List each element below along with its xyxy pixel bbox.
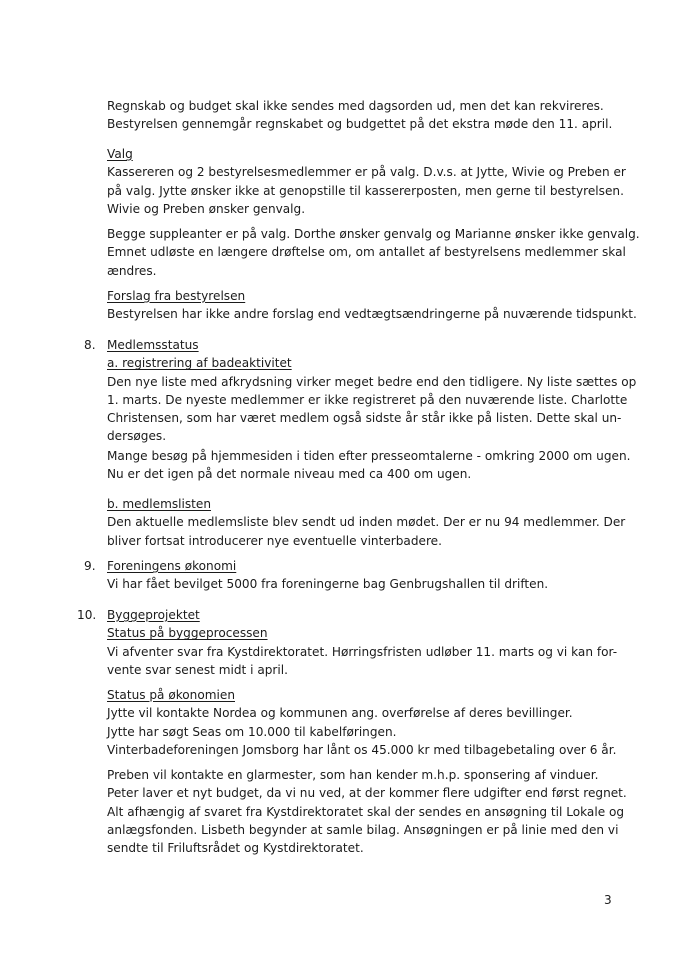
valg-paragraph-2 xyxy=(107,225,640,280)
text-line: Jytte har søgt Seas om 10.000 til kabelføringen. xyxy=(107,724,397,739)
text-line: på valg. Jytte ønsker ikke at genopstille til kassererposten, men gerne til bestyrelsen. xyxy=(107,183,624,198)
section-8 xyxy=(107,336,637,446)
section-8-subheading-b: b. medlemslisten xyxy=(107,497,212,511)
section-8-paragraph-2 xyxy=(107,447,631,484)
text-line: dersøges. xyxy=(107,429,167,444)
text-line: Regnskab og budget skal ikke sendes med dagsorden ud, men det kan rekvireres. xyxy=(107,99,604,113)
text-line: Kassereren og 2 bestyrelsesmedlemmer er på valg. D.v.s. at Jytte, Wivie og Preben er xyxy=(107,165,626,180)
section-9-title: Foreningens økonomi xyxy=(107,559,237,573)
section-10-subheading-byggeprocessen: Status på byggeprocessen xyxy=(107,626,268,641)
section-10-okonomi xyxy=(107,686,627,759)
forslag-section xyxy=(107,287,637,324)
text-line: Vinterbadeforeningen Jomsborg har lånt os 45.000 kr med tilbagebetaling over 6 år. xyxy=(107,742,617,757)
section-10-paragraph-3 xyxy=(107,766,627,857)
section-9-number: 9. xyxy=(84,559,96,573)
text-line: Jytte vil kontakte Nordea og kommunen ang. overførelse af deres bevillinger. xyxy=(107,706,573,721)
text-line: Begge suppleanter er på valg. Dorthe ønsker genvalg og Marianne ønsker ikke genvalg. xyxy=(107,227,640,241)
text-line: anlægsfonden. Lisbeth begynder at samle bilag. Ansøgningen er på linie med den vi xyxy=(107,822,619,837)
valg-section xyxy=(107,145,627,218)
text-line: Den aktuelle medlemsliste blev sendt ud inden mødet. Der er nu 94 medlemmer. Der xyxy=(107,515,626,530)
text-line: Wivie og Preben ønsker genvalg. xyxy=(107,201,306,216)
text-line: Vi har fået bevilget 5000 fra foreningerne bag Genbrugshallen til driften. xyxy=(107,577,549,592)
section-8-number: 8. xyxy=(84,338,96,352)
section-10-subheading-okonomien: Status på økonomien xyxy=(107,688,235,702)
text-line: 1. marts. De nyeste medlemmer er ikke registreret på den nuværende liste. Charlotte xyxy=(107,392,628,407)
text-line: Alt afhængig af svaret fra Kystdirektoratet skal der sendes en ansøgning til Lokale og xyxy=(107,804,625,819)
valg-heading: Valg xyxy=(107,147,133,161)
text-line: ændres. xyxy=(107,263,157,278)
text-line: Christensen, som har været medlem også sidste år står ikke på listen. Dette skal un- xyxy=(107,411,622,426)
text-line: Den nye liste med afkrydsning virker meget bedre end den tidligere. Ny liste sættes op xyxy=(107,374,637,389)
intro-paragraph xyxy=(107,97,627,134)
text-line: Preben vil kontakte en glarmester, som han kender m.h.p. sponsering af vinduer. xyxy=(107,768,599,782)
text-line: Nu er det igen på det normale niveau med ca 400 om ugen. xyxy=(107,467,472,482)
text-line: Peter laver et nyt budget, da vi nu ved, at der kommer flere udgifter end først regnet. xyxy=(107,786,627,801)
page-number: 3 xyxy=(604,893,612,907)
text-line: bliver fortsat introducerer nye eventuelle vinterbadere. xyxy=(107,533,442,548)
section-10-number: 10. xyxy=(77,608,97,622)
section-8-medlemslisten xyxy=(107,495,627,550)
section-9 xyxy=(107,557,627,594)
text-line: Emnet udløste en længere drøftelse om, om antallet af bestyrelsens medlemmer skal xyxy=(107,245,626,260)
text-line: Bestyrelsen gennemgår regnskabet og budgettet på det ekstra møde den 11. april. xyxy=(107,117,613,132)
section-8-title: Medlemsstatus xyxy=(107,338,199,352)
text-line: Mange besøg på hjemmesiden i tiden efter presseomtalerne - omkring 2000 om ugen. xyxy=(107,449,631,463)
section-10-title: Byggeprojektet xyxy=(107,608,200,622)
text-line: sendte til Friluftsrådet og Kystdirektoratet. xyxy=(107,841,364,856)
section-8-subheading-a: a. registrering af badeaktivitet xyxy=(107,356,292,371)
section-10 xyxy=(107,606,627,679)
forslag-heading: Forslag fra bestyrelsen xyxy=(107,289,246,303)
text-line: Bestyrelsen har ikke andre forslag end vedtægtsændringerne på nuværende tidspunkt. xyxy=(107,307,637,322)
text-line: Vi afventer svar fra Kystdirektoratet. Hørringsfristen udløber 11. marts og vi kan for- xyxy=(107,644,618,659)
text-line: vente svar senest midt i april. xyxy=(107,662,288,677)
